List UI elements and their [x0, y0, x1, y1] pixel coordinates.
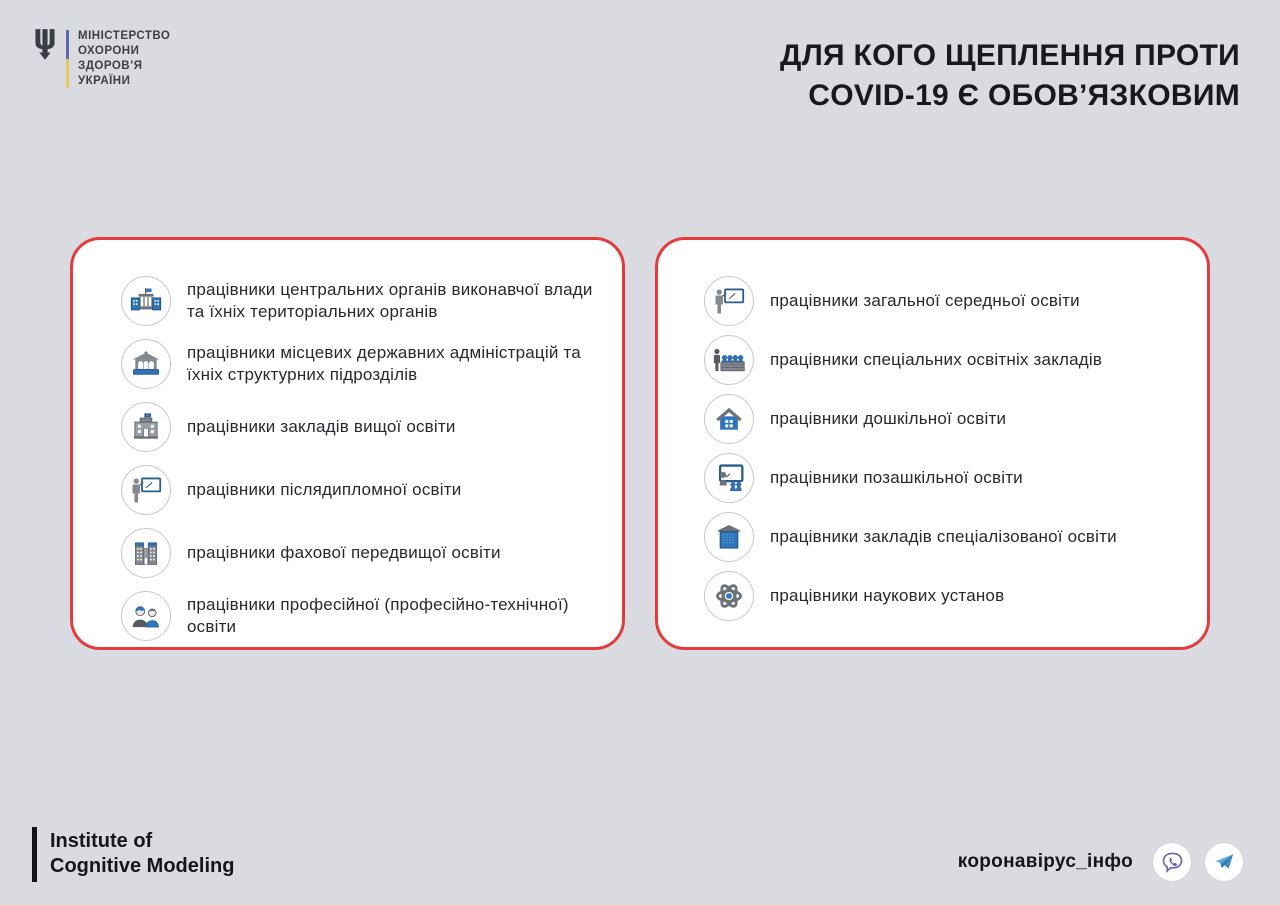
ministry-name — [78, 29, 170, 89]
ministry-line: УКРАЇНИ — [78, 74, 131, 87]
institute-line2: Cognitive Modeling — [50, 855, 235, 878]
ministry-line: МІНІСТЕРСТВО — [78, 30, 171, 42]
school-building-icon — [121, 402, 171, 452]
blue-building-icon — [704, 512, 754, 562]
right-card — [655, 237, 1210, 650]
list-item — [121, 591, 600, 641]
institute-bar — [32, 827, 37, 882]
atom-icon — [704, 571, 754, 621]
left-card — [70, 237, 625, 650]
government-building-icon — [121, 276, 171, 326]
list-item-text: працівники закладів вищої освіти — [187, 416, 456, 436]
viber-icon[interactable] — [1153, 843, 1191, 881]
list-item-text: працівники дошкільної освіти — [770, 408, 1007, 428]
flag-color-bar — [66, 30, 69, 88]
channel-block — [958, 843, 1243, 881]
ministry-line: ЗДОРОВ’Я — [78, 59, 143, 72]
classroom-audience-icon — [704, 335, 754, 385]
list-item-text: працівники післядипломної освіти — [187, 479, 462, 499]
list-item — [704, 512, 1185, 562]
list-item-text: працівники професійної (професійно-технічної) освіти — [187, 594, 569, 636]
teacher-blackboard-icon — [704, 276, 754, 326]
list-item — [704, 571, 1185, 621]
ministry-line: ОХОРОНИ — [78, 44, 140, 57]
list-item — [121, 528, 600, 578]
teacher-blackboard-icon — [121, 465, 171, 515]
institute-line1: Institute of — [50, 830, 153, 852]
page-title-line1: ДЛЯ КОГО ЩЕПЛЕННЯ ПРОТИ — [780, 39, 1240, 72]
list-item — [704, 394, 1185, 444]
cards-container — [70, 237, 1210, 650]
list-item — [704, 276, 1185, 326]
institute-logo — [32, 827, 234, 882]
list-item — [704, 453, 1185, 503]
list-item — [121, 339, 600, 389]
bank-building-icon — [121, 339, 171, 389]
page-title-line2: COVID-19 Є ОБОВ’ЯЗКОВИМ — [808, 78, 1240, 112]
telegram-icon[interactable] — [1205, 843, 1243, 881]
two-people-icon — [121, 591, 171, 641]
list-item-text: працівники загальної середньої освіти — [770, 290, 1080, 310]
trident-icon — [33, 28, 57, 62]
list-item-text: працівники фахової передвищої освіти — [187, 542, 501, 562]
screen-people-icon — [704, 453, 754, 503]
list-item-text: працівники спеціальних освітніх закладів — [770, 349, 1103, 369]
moh-logo — [33, 28, 170, 89]
institute-name — [50, 827, 234, 882]
list-item-text: працівники місцевих державних адміністрацій та їхніх структурних підрозділів — [187, 342, 581, 384]
house-icon — [704, 394, 754, 444]
list-item — [704, 335, 1185, 385]
list-item-text: працівники закладів спеціалізованої освіти — [770, 526, 1117, 546]
list-item-text: працівники позашкільної освіти — [770, 467, 1023, 487]
list-item-text: працівники центральних органів виконавчої влади та їхніх територіальних органів — [187, 279, 593, 321]
list-item — [121, 402, 600, 452]
list-item-text: працівники наукових установ — [770, 585, 1005, 605]
list-item — [121, 465, 600, 515]
page-title — [780, 36, 1240, 116]
college-building-icon — [121, 528, 171, 578]
channel-name: коронавірус_інфо — [957, 851, 1133, 872]
list-item — [121, 276, 600, 326]
